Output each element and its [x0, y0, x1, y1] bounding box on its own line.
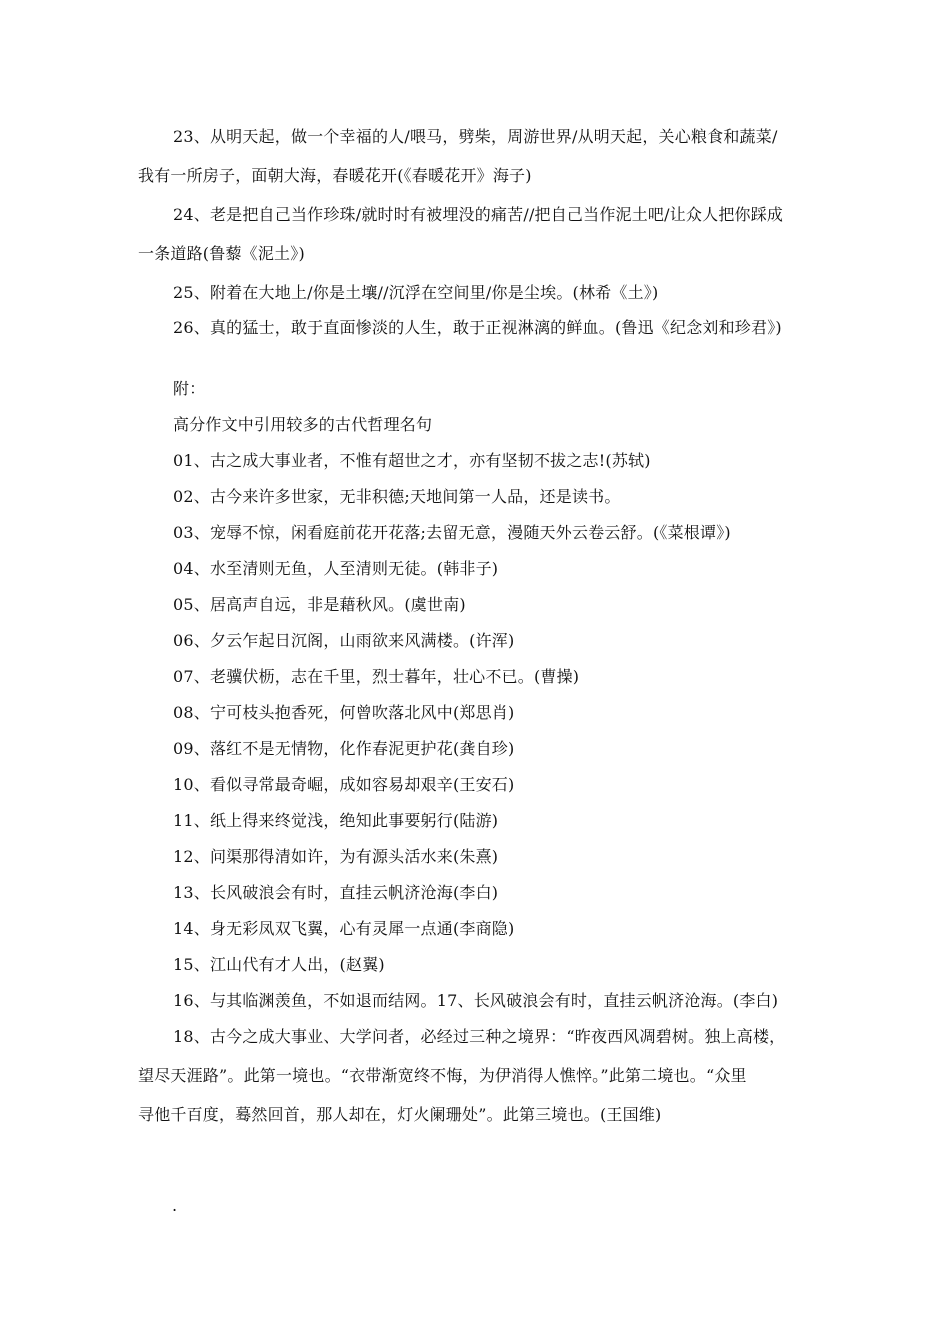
poem-quote-23-line1: 23、从明天起，做一个幸福的人/喂马，劈柴，周游世界/从明天起，关心粮食和蔬菜/	[173, 127, 778, 146]
quote-item-18-line1: 18、古今之成大事业、大学问者，必经过三种之境界：“昨夜西风凋碧树。独上高楼，	[173, 1027, 786, 1046]
poem-quote-26: 26、真的猛士，敢于直面惨淡的人生，敢于正视淋漓的鲜血。(鲁迅《纪念刘和珍君》)	[173, 318, 782, 337]
quote-item-07: 07、老骥伏枥，志在千里，烈士暮年，壮心不已。(曹操)	[173, 667, 580, 686]
section-title: 高分作文中引用较多的古代哲理名句	[173, 415, 433, 434]
quote-item-18-line2: 望尽天涯路”。此第一境也。“衣带渐宽终不悔，为伊消得人憔悴。”此第二境也。“众里	[138, 1066, 747, 1085]
quote-item-01: 01、古之成大事业者，不惟有超世之才，亦有坚韧不拔之志!(苏轼)	[173, 451, 651, 470]
quote-item-16-17: 16、与其临渊羡鱼，不如退而结网。17、长风破浪会有时，直挂云帆济沧海。(李白)	[173, 991, 779, 1010]
quote-item-02: 02、古今来许多世家，无非积德;天地间第一人品，还是读书。	[173, 487, 621, 506]
quote-item-08: 08、宁可枝头抱香死，何曾吹落北风中(郑思肖)	[173, 703, 515, 722]
quote-item-05: 05、居高声自远，非是藉秋风。(虞世南)	[173, 595, 466, 614]
quote-item-18-line3: 寻他千百度，蓦然回首，那人却在，灯火阑珊处”。此第三境也。(王国维)	[138, 1105, 662, 1124]
quote-item-11: 11、纸上得来终觉浅，绝知此事要躬行(陆游)	[173, 811, 499, 830]
quote-item-15: 15、江山代有才人出，(赵翼)	[173, 955, 385, 974]
quote-item-06: 06、夕云乍起日沉阁，山雨欲来风满楼。(许浑)	[173, 631, 515, 650]
quote-item-09: 09、落红不是无情物，化作春泥更护花(龚自珍)	[173, 739, 515, 758]
poem-quote-24-line1: 24、老是把自己当作珍珠/就时时有被埋没的痛苦//把自己当作泥土吧/让众人把你踩成	[173, 205, 784, 224]
quote-item-10: 10、看似寻常最奇崛，成如容易却艰辛(王安石)	[173, 775, 515, 794]
quote-item-04: 04、水至清则无鱼，人至清则无徒。(韩非子)	[173, 559, 499, 578]
quote-item-13: 13、长风破浪会有时，直挂云帆济沧海(李白)	[173, 883, 499, 902]
footer-mark: .	[172, 1196, 178, 1215]
quote-item-14: 14、身无彩凤双飞翼，心有灵犀一点通(李商隐)	[173, 919, 515, 938]
quote-item-03: 03、宠辱不惊，闲看庭前花开花落;去留无意，漫随天外云卷云舒。(《菜根谭》)	[173, 523, 731, 542]
poem-quote-24-line2: 一条道路(鲁藜《泥土》)	[138, 244, 305, 263]
appendix-heading: 附：	[173, 379, 206, 398]
poem-quote-23-line2: 我有一所房子，面朝大海，春暖花开(《春暖花开》海子)	[138, 166, 532, 185]
poem-quote-25: 25、附着在大地上/你是土壤//沉浮在空间里/你是尘埃。(林希《土》)	[173, 283, 659, 302]
quote-item-12: 12、问渠那得清如许，为有源头活水来(朱熹)	[173, 847, 499, 866]
